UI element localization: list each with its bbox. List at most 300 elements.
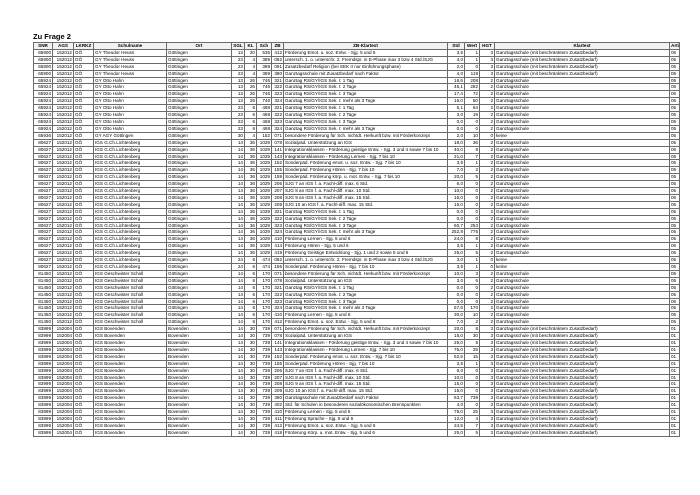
table-cell: Ganztagsschule (mit beschränktem Zusatzbedarf) — [495, 63, 670, 70]
table-cell: 3,5 — [448, 360, 465, 367]
table-cell: IGS Geschwister Scholl — [94, 298, 167, 305]
table-cell: Bovenden — [167, 415, 232, 422]
table-cell: 20,0 — [448, 174, 465, 181]
table-cell: 410 — [272, 236, 284, 243]
table-cell: Ganztagsschule — [495, 222, 670, 229]
table-cell: IGS G.Ch.Lichtenberg — [94, 215, 167, 222]
table-cell: 21,0 — [448, 153, 465, 160]
table-cell: GÖ — [74, 201, 94, 208]
table-cell: Bovenden — [167, 409, 232, 416]
table-cell: GÖ — [74, 374, 94, 381]
table-cell: 152012 — [53, 270, 74, 277]
table-cell: 65900 — [34, 70, 53, 77]
table-cell: GY AGY Göttingen — [94, 132, 167, 139]
table-row — [34, 229, 680, 236]
table-cell: 2 — [480, 305, 495, 312]
table-cell: 83999 — [34, 333, 53, 340]
table-cell: IGS G.Ch.Lichtenberg — [94, 153, 167, 160]
table-cell: Ganztagsschule — [495, 77, 670, 84]
table-cell: GÖ — [74, 388, 94, 395]
table-cell: 152012 — [53, 291, 74, 298]
table-cell: 18,0 — [448, 139, 465, 146]
table-cell: 152012 — [53, 160, 74, 167]
table-cell: 14 — [232, 422, 245, 429]
table-cell: Ganztagsschule (mit beschränktem Zusatzbedarf) — [495, 395, 670, 402]
table-cell: Bovenden — [167, 339, 232, 346]
table-cell: 152004 — [53, 409, 74, 416]
table-cell: Ganztagsschule — [495, 91, 670, 98]
table-row — [34, 125, 680, 132]
table-cell: GÖ — [74, 229, 94, 236]
table-cell: 078 — [272, 139, 284, 146]
table-cell: 72 — [465, 91, 480, 98]
table-cell: 8 — [465, 326, 480, 333]
table-cell: Ganztag RS/GY/IGS Sek. I: mehr als 3 Tage — [284, 125, 448, 132]
table-cell: 152012 — [53, 77, 74, 84]
table-cell: Göttingen — [167, 298, 232, 305]
table-cell: Göttingen — [167, 112, 232, 119]
table-cell: 14 — [232, 188, 245, 195]
table-cell: Göttingen — [167, 312, 232, 319]
table-cell: 36 — [245, 174, 257, 181]
table-cell: Ganztagsschule (mit beschränktem Zusatzbedarf) — [495, 422, 670, 429]
table-row — [34, 353, 680, 360]
table-cell: 14 — [232, 346, 245, 353]
table-row — [34, 236, 680, 243]
table-cell: 05 — [670, 112, 680, 119]
table-cell: 323 — [272, 118, 284, 125]
table-cell: 4 — [245, 70, 257, 77]
table-cell: 23 — [232, 56, 245, 63]
table-cell: 411 — [272, 415, 284, 422]
table-cell: 1029 — [257, 188, 272, 195]
table-cell: 36 — [465, 139, 480, 146]
table-cell: 746 — [257, 84, 272, 91]
table-cell: GÖ — [74, 381, 94, 388]
table-cell: IGS G.Ch.Lichtenberg — [94, 236, 167, 243]
table-row — [34, 395, 680, 402]
table-cell: GÖ — [74, 174, 94, 181]
table-cell: 30 — [245, 374, 257, 381]
table-cell: 80627 — [34, 167, 53, 174]
table-cell: Göttingen — [167, 63, 232, 70]
table-cell: 75,0 — [448, 346, 465, 353]
table-cell: 25,0 — [448, 339, 465, 346]
table-cell: 1 — [465, 243, 480, 250]
table-cell: 14 — [232, 353, 245, 360]
table-cell: Integrationsklassen - Förderung geistige Entw. - Sjg. 3 und 4 sowie 7 bis 10 — [284, 339, 448, 346]
table-cell: SJG 8 an IGS f. a. Fachl-diff. max. 10 Std. — [284, 188, 448, 195]
table-cell: 141 — [272, 146, 284, 153]
table-cell: GY Otto Hahn — [94, 84, 167, 91]
table-row — [34, 146, 680, 153]
table-cell: 2 — [480, 174, 495, 181]
table-cell: IGS G.Ch.Lichtenberg — [94, 167, 167, 174]
table-cell: 05 — [670, 222, 680, 229]
table-row — [34, 160, 680, 167]
table-cell: 535 — [257, 49, 272, 56]
table-cell: 3 — [465, 270, 480, 277]
table-cell: 2 — [480, 167, 495, 174]
table-cell: GÖ — [74, 270, 94, 277]
table-cell: 80627 — [34, 181, 53, 188]
table-cell: 80627 — [34, 250, 53, 257]
table-cell: Ganztagsschule — [495, 284, 670, 291]
column-header: LKRKZ — [74, 43, 94, 50]
table-cell: 3 — [480, 56, 495, 63]
table-cell: Integrationsklassen - Förderung geistige Entw. - Sjg. 3 und 4 sowie 7 bis 10 — [284, 146, 448, 153]
table-cell: 20,0 — [448, 326, 465, 333]
table-cell: 23 — [232, 63, 245, 70]
table-cell: Göttingen — [167, 305, 232, 312]
table-cell: GÖ — [74, 70, 94, 77]
table-cell: 14 — [232, 146, 245, 153]
table-cell: 05 — [670, 77, 680, 84]
table-cell: 10 — [465, 312, 480, 319]
table-cell: Ganztagsschule — [495, 312, 670, 319]
table-cell: Göttingen — [167, 243, 232, 250]
table-cell: Ganztagsschule — [495, 229, 670, 236]
table-cell: GÖ — [74, 277, 94, 284]
table-cell: GÖ — [74, 429, 94, 436]
table-cell: 14 — [232, 284, 245, 291]
table-cell: 321 — [272, 284, 284, 291]
table-cell: 14 — [232, 415, 245, 422]
table-cell: 01 — [670, 346, 680, 353]
table-cell: 152004 — [53, 395, 74, 402]
table-cell: 14 — [232, 236, 245, 243]
table-cell: untersch. 1. o. unterschr. 2. Fremdspr. in E-Phase max 3 bzw 4 Std./SJG — [284, 257, 448, 264]
table-cell: 2 — [480, 112, 495, 119]
table-cell: 80627 — [34, 188, 53, 195]
table-cell: 80627 — [34, 139, 53, 146]
table-cell: Ganztag RS/GY/IGS Sek. I: 2 Tage — [284, 84, 448, 91]
table-cell: Sozialpäd. Unterstützung an IGS — [284, 139, 448, 146]
table-cell: 23 — [232, 70, 245, 77]
table-cell: GÖ — [74, 367, 94, 374]
table-cell: GÖ — [74, 339, 94, 346]
table-row — [34, 49, 680, 56]
table-cell: 65924 — [34, 98, 53, 105]
table-cell: Göttingen — [167, 194, 232, 201]
table-cell: 5 — [465, 174, 480, 181]
table-cell: Ganztagsschule (mit beschränktem Zusatzbedarf) — [495, 381, 670, 388]
table-cell: Förderung Emot. u. soz. Entw. - Sjg. 5 und 6 — [284, 422, 448, 429]
table-cell: 23 — [232, 105, 245, 112]
table-cell: GÖ — [74, 422, 94, 429]
table-cell: GÖ — [74, 243, 94, 250]
table-cell: 419 — [272, 250, 284, 257]
table-cell: 3 — [480, 402, 495, 409]
table-cell: 414 — [272, 243, 284, 250]
table-cell: 24 — [232, 257, 245, 264]
table-cell: 119 — [465, 70, 480, 77]
table-cell: 152012 — [53, 229, 74, 236]
table-cell: Ganztagsschule — [495, 188, 670, 195]
table-cell: 152012 — [53, 284, 74, 291]
table-cell: 418 — [272, 429, 284, 436]
table-cell: 6 — [465, 277, 480, 284]
table-cell: 30 — [245, 388, 257, 395]
table-cell: 0,0 — [448, 215, 465, 222]
table-cell: Sonderpäd. Förderung Hören - Sjg. 7 bis 10 — [284, 264, 448, 271]
table-cell: 14 — [232, 208, 245, 215]
table-cell: 152012 — [53, 264, 74, 271]
table-cell: Göttingen — [167, 229, 232, 236]
table-cell: 14 — [232, 181, 245, 188]
table-cell: 0 — [465, 374, 480, 381]
table-cell: Ganztagsschule (mit beschränktem Zusatzbedarf) — [495, 429, 670, 436]
table-cell: 14 — [232, 374, 245, 381]
table-cell: 5 — [465, 429, 480, 436]
table-cell: 14 — [232, 243, 245, 250]
table-cell: 05 — [670, 139, 680, 146]
table-cell: 14 — [232, 339, 245, 346]
table-row — [34, 105, 680, 112]
table-cell: Göttingen — [167, 291, 232, 298]
table-cell: 152 — [257, 132, 272, 139]
table-cell: 36 — [245, 201, 257, 208]
table-row — [34, 360, 680, 367]
table-cell: 14 — [232, 402, 245, 409]
table-cell: Göttingen — [167, 84, 232, 91]
table-cell: IGS G.Ch.Lichtenberg — [94, 243, 167, 250]
table-cell: IGS Bovenden — [94, 402, 167, 409]
table-cell: 14 — [232, 305, 245, 312]
table-row — [34, 174, 680, 181]
table-cell: GÖ — [74, 49, 94, 56]
table-row — [34, 284, 680, 291]
table-cell: Zusatzbedarf Religion (bei SEK II nur Einführungsphase) — [284, 63, 448, 70]
table-cell: 2 — [480, 125, 495, 132]
table-cell: 6,0 — [448, 367, 465, 374]
table-cell: 83999 — [34, 409, 53, 416]
table-cell: 45,1 — [448, 84, 465, 91]
table-row — [34, 208, 680, 215]
table-cell: IGS G.Ch.Lichtenberg — [94, 188, 167, 195]
table-cell: 071 — [272, 326, 284, 333]
table-cell: Ganztagsschule (mit beschränktem Zusatzbedarf) — [495, 346, 670, 353]
table-cell: 05 — [670, 132, 680, 139]
table-cell: 2 — [480, 84, 495, 91]
table-cell: 6 — [245, 105, 257, 112]
table-cell: keine — [495, 257, 670, 264]
table-cell: 83999 — [34, 374, 53, 381]
table-cell: Integrationsklassen - Förderung Lernen - Sjg. 7 bis 10 — [284, 153, 448, 160]
table-cell: 143 — [272, 346, 284, 353]
table-cell: 152012 — [53, 250, 74, 257]
table-row — [34, 346, 680, 353]
table-cell: 05 — [670, 167, 680, 174]
table-cell: 65924 — [34, 91, 53, 98]
table-cell: 20 — [245, 49, 257, 56]
table-cell: GÖ — [74, 84, 94, 91]
table-cell: Ganztagsschule — [495, 112, 670, 119]
table-cell: 321 — [272, 208, 284, 215]
table-cell: 83999 — [34, 388, 53, 395]
table-cell: IGS Bovenden — [94, 381, 167, 388]
table-cell: 65924 — [34, 105, 53, 112]
table-cell: 36 — [245, 167, 257, 174]
table-cell: 152012 — [53, 63, 74, 70]
table-cell: 0 — [465, 208, 480, 215]
table-cell: 152012 — [53, 181, 74, 188]
table-cell: 152004 — [53, 422, 74, 429]
table-cell: 75,0 — [448, 409, 465, 416]
table-cell: Ganztagsschule — [495, 201, 670, 208]
table-cell: 14 — [232, 201, 245, 208]
table-cell: 2 — [480, 277, 495, 284]
table-cell: 152012 — [53, 201, 74, 208]
table-cell: 30 — [245, 422, 257, 429]
table-cell: 83999 — [34, 346, 53, 353]
table-cell: Ganztagsschule (mit beschränktem Zusatzbedarf) — [495, 353, 670, 360]
table-cell: 14 — [232, 326, 245, 333]
table-cell: 13 — [232, 91, 245, 98]
table-cell: GÖ — [74, 346, 94, 353]
table-cell: Ganztagsschule (mit beschränktem Zusatzbedarf) — [495, 367, 670, 374]
table-cell: 14 — [232, 229, 245, 236]
table-cell: 01 — [670, 388, 680, 395]
table-cell: IGS G.Ch.Lichtenberg — [94, 160, 167, 167]
table-cell: 30 — [245, 346, 257, 353]
table-cell: 3 — [480, 409, 495, 416]
table-cell: besondere Förderung für Sch. nichtdt. Herkunft bzw. mit Förderkonzept — [284, 132, 448, 139]
table-cell: Göttingen — [167, 70, 232, 77]
table-cell: 14 — [232, 174, 245, 181]
table-row — [34, 167, 680, 174]
table-cell: 80627 — [34, 201, 53, 208]
table-cell: 36 — [245, 222, 257, 229]
table-cell: 2 — [480, 181, 495, 188]
table-cell: 155 — [272, 360, 284, 367]
table-cell: 15,0 — [448, 194, 465, 201]
table-cell: 4 — [245, 63, 257, 70]
table-cell: 739 — [257, 360, 272, 367]
table-cell: Göttingen — [167, 208, 232, 215]
table-row — [34, 112, 680, 119]
table-cell: 36 — [245, 146, 257, 153]
column-header: ZB — [272, 43, 284, 50]
table-cell: GÖ — [74, 333, 94, 340]
table-cell: 1029 — [257, 146, 272, 153]
table-cell: GÖ — [74, 112, 94, 119]
table-cell: 152012 — [53, 153, 74, 160]
table-cell: 739 — [257, 374, 272, 381]
table-cell: 410 — [272, 312, 284, 319]
table-cell: 23 — [232, 118, 245, 125]
table-cell: IGS Bovenden — [94, 415, 167, 422]
table-cell: 170 — [257, 312, 272, 319]
table-cell: 05 — [670, 243, 680, 250]
table-cell: 05 — [670, 49, 680, 56]
table-cell: 152012 — [53, 125, 74, 132]
table-cell: Ganztagsschule (mit beschränktem Zusatzbedarf) — [495, 388, 670, 395]
table-cell: 1029 — [257, 229, 272, 236]
table-cell: Ganztag RS/GY/IGS Sek. I: 2 Tage — [284, 112, 448, 119]
table-cell: 0 — [465, 181, 480, 188]
table-cell: Förderung Emot. u. soz. Entw. - Sjg. 5 und 6 — [284, 319, 448, 326]
table-cell: 36 — [245, 181, 257, 188]
table-cell: Ganztag RS/GY/IGS Sek. I: 1 Tag — [284, 208, 448, 215]
table-cell: 4,0 — [448, 70, 465, 77]
table-cell: 6 — [245, 125, 257, 132]
table-cell: 0,0 — [448, 298, 465, 305]
table-cell: 01 — [670, 339, 680, 346]
table-row — [34, 91, 680, 98]
table-cell: 23 — [232, 112, 245, 119]
table-cell: 25,0 — [448, 250, 465, 257]
table-cell: Ganztagsschule — [495, 118, 670, 125]
table-cell: 152004 — [53, 346, 74, 353]
table-cell: 10,0 — [448, 374, 465, 381]
table-cell: Göttingen — [167, 125, 232, 132]
table-cell: IGS Bovenden — [94, 333, 167, 340]
table-cell: 6 — [245, 312, 257, 319]
table-cell: Ganztagsschule (mit beschränktem Zusatzbedarf) — [495, 70, 670, 77]
table-cell: 01 — [670, 360, 680, 367]
table-cell: GY Otto Hahn — [94, 105, 167, 112]
table-cell: 2 — [480, 291, 495, 298]
table-cell: 322 — [272, 112, 284, 119]
table-cell: 152012 — [53, 98, 74, 105]
table-cell: keine — [495, 132, 670, 139]
table-cell: 170 — [257, 277, 272, 284]
table-row — [34, 243, 680, 250]
column-header: ZB-Klartext — [284, 43, 448, 50]
table-cell: 19 — [465, 112, 480, 119]
table-cell: 40,0 — [448, 146, 465, 153]
table-cell: 80627 — [34, 257, 53, 264]
table-cell: Bovenden — [167, 374, 232, 381]
table-cell: 81450 — [34, 312, 53, 319]
table-cell: IGS Bovenden — [94, 339, 167, 346]
table-cell: 24,0 — [448, 236, 465, 243]
table-cell: 143 — [272, 153, 284, 160]
table-cell: 152012 — [53, 132, 74, 139]
table-cell: Förderung Sprache - Sjg. 5 und 6 — [284, 415, 448, 422]
table-cell: Göttingen — [167, 319, 232, 326]
table-cell: 324 — [272, 125, 284, 132]
table-cell: 2 — [480, 201, 495, 208]
table-cell: 0 — [465, 388, 480, 395]
table-cell: 3 — [480, 346, 495, 353]
table-cell: 05 — [670, 91, 680, 98]
table-cell: Ganztag RS/GY/IGS Sek. I: mehr als 3 Tage — [284, 305, 448, 312]
table-cell: Ganztagsschule — [495, 319, 670, 326]
table-cell: Bovenden — [167, 395, 232, 402]
table-cell: GY Otto Hahn — [94, 91, 167, 98]
table-cell: 14 — [232, 250, 245, 257]
table-row — [34, 298, 680, 305]
table-cell: Göttingen — [167, 77, 232, 84]
table-cell: Sonderpäd. Förderung emot. u. soz. Entw. - Sjg. 7 bis 10 — [284, 160, 448, 167]
table-cell: 0,0 — [448, 118, 465, 125]
table-cell: 412 — [272, 49, 284, 56]
table-row — [34, 388, 680, 395]
table-cell: 739 — [257, 395, 272, 402]
table-cell: 2 — [480, 160, 495, 167]
table-cell: 1029 — [257, 236, 272, 243]
column-header: KL — [245, 43, 257, 50]
table-cell: besondere Förderung für Sch. nichtdt. Herkunft bzw. mit Förderkonzept — [284, 270, 448, 277]
table-cell: 26 — [245, 98, 257, 105]
table-cell: Göttingen — [167, 146, 232, 153]
table-cell: 152012 — [53, 139, 74, 146]
table-cell: 05 — [670, 291, 680, 298]
table-cell: Bovenden — [167, 422, 232, 429]
table-cell: 208 — [465, 77, 480, 84]
